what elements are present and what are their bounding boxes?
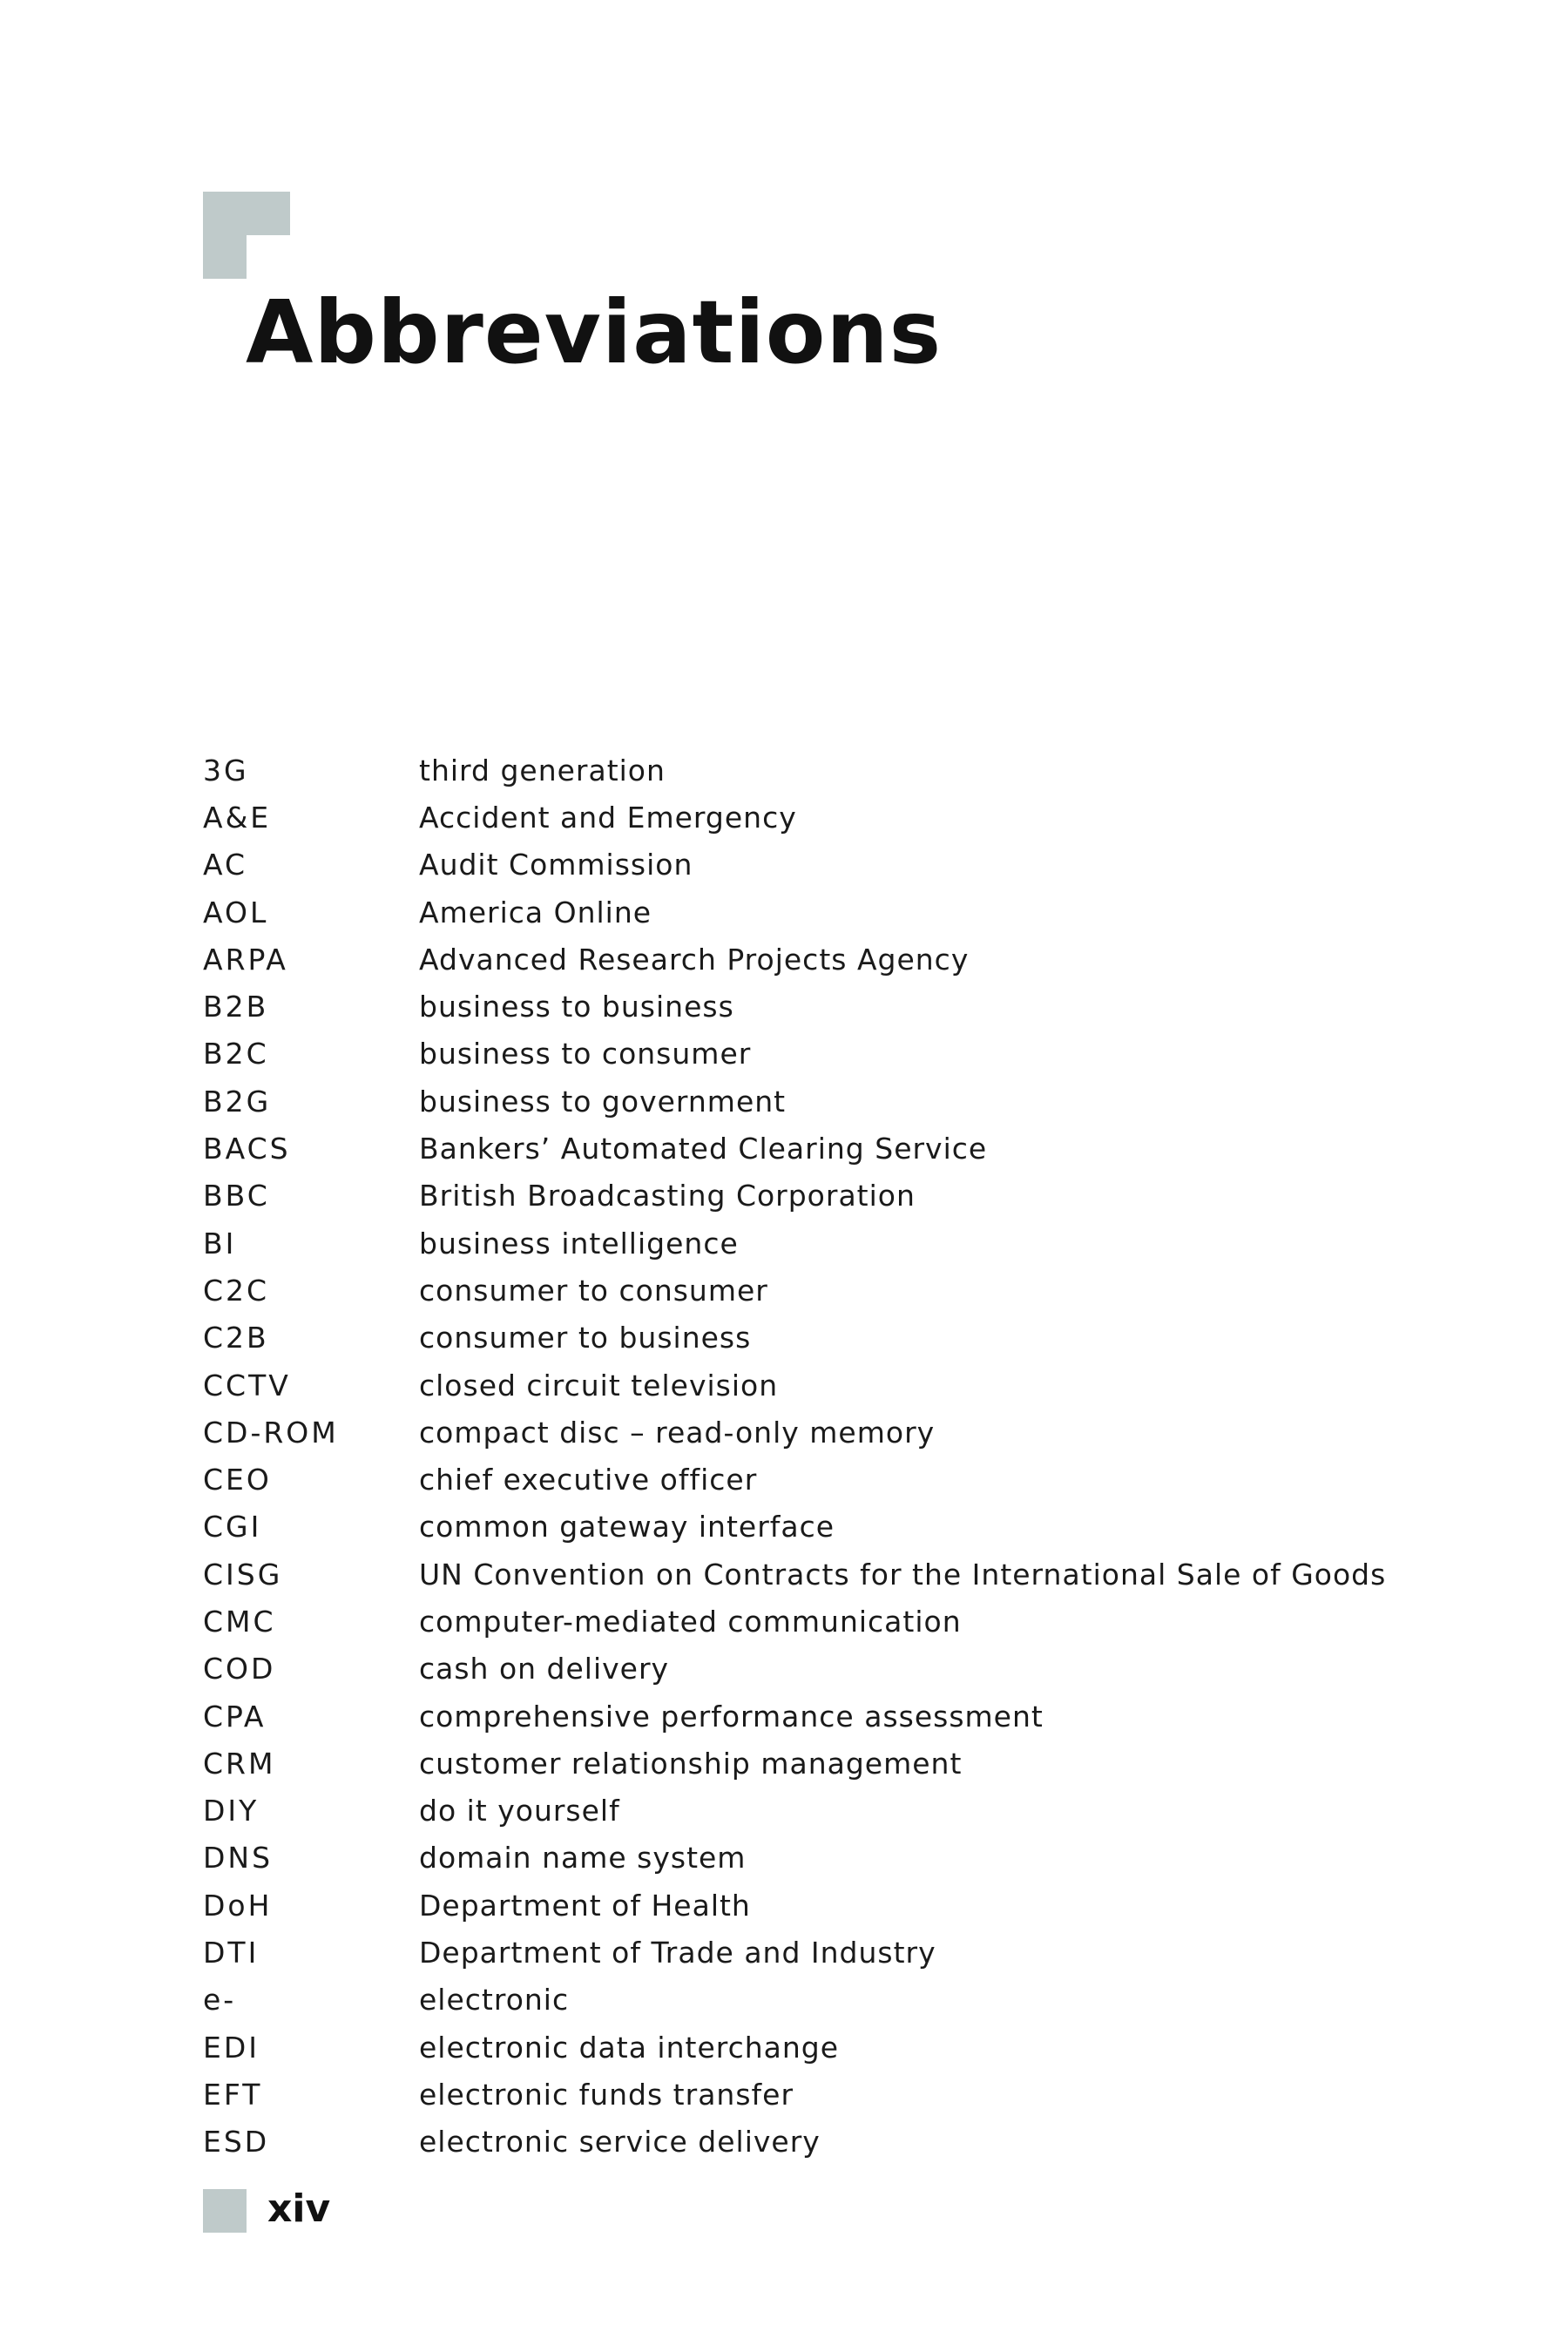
abbreviation-row: [203, 2071, 1423, 2118]
abbreviation-term: BACS: [203, 1132, 291, 1166]
abbreviation-term: CCTV: [203, 1368, 291, 1402]
abbreviation-definition: cash on delivery: [419, 1652, 670, 1686]
abbreviation-term: CISG: [203, 1557, 283, 1592]
abbreviation-term: CMC: [203, 1604, 276, 1639]
abbreviation-definition: British Broadcasting Corporation: [419, 1179, 916, 1213]
abbreviation-definition: business to consumer: [419, 1037, 752, 1071]
abbreviation-row: [203, 1456, 1423, 1503]
abbreviation-definition: electronic funds transfer: [419, 2077, 794, 2112]
abbreviation-row: [203, 983, 1423, 1030]
abbreviation-term: BI: [203, 1226, 237, 1260]
abbreviation-definition: America Online: [419, 895, 652, 929]
page-title: Abbreviations: [246, 281, 943, 383]
abbreviation-row: [203, 1929, 1423, 1976]
abbreviation-row: [203, 889, 1423, 936]
abbreviation-term: 3G: [203, 753, 249, 787]
abbreviation-term: e-: [203, 1983, 237, 2017]
abbreviation-row: [203, 1173, 1423, 1220]
abbreviation-term: DoH: [203, 1888, 273, 1923]
abbreviation-term: EDI: [203, 2030, 260, 2065]
abbreviation-term: CRM: [203, 1746, 276, 1781]
abbreviation-term: CPA: [203, 1699, 267, 1734]
abbreviation-term: DTI: [203, 1936, 260, 1970]
abbreviation-definition: closed circuit television: [419, 1368, 779, 1402]
abbreviation-row: [203, 1220, 1423, 1267]
abbreviation-row: [203, 1125, 1423, 1172]
abbreviation-term: CGI: [203, 1510, 262, 1544]
abbreviation-definition: domain name system: [419, 1841, 747, 1876]
abbreviation-definition: computer-mediated communication: [419, 1604, 962, 1639]
abbreviation-definition: business intelligence: [419, 1226, 739, 1260]
abbreviation-row: [203, 1409, 1423, 1456]
abbreviation-list: [203, 747, 1423, 2166]
abbreviation-row: [203, 1078, 1423, 1125]
abbreviation-row: [203, 2119, 1423, 2166]
abbreviation-row: [203, 1551, 1423, 1598]
abbreviation-definition: common gateway interface: [419, 1510, 835, 1544]
abbreviation-row: [203, 1646, 1423, 1693]
abbreviation-definition: Department of Trade and Industry: [419, 1936, 936, 1970]
abbreviation-definition: Accident and Emergency: [419, 800, 797, 835]
abbreviation-definition: consumer to consumer: [419, 1273, 768, 1308]
abbreviation-row: [203, 1598, 1423, 1645]
abbreviation-term: DNS: [203, 1841, 274, 1876]
corner-mark-decoration: [203, 192, 290, 279]
abbreviation-row: [203, 1740, 1423, 1787]
abbreviation-definition: Advanced Research Projects Agency: [419, 942, 970, 977]
abbreviation-term: DIY: [203, 1794, 260, 1828]
abbreviation-definition: business to government: [419, 1084, 787, 1119]
abbreviation-row: [203, 1977, 1423, 2024]
abbreviation-term: COD: [203, 1652, 276, 1686]
abbreviation-term: AC: [203, 848, 248, 882]
abbreviation-row: [203, 936, 1423, 983]
abbreviation-row: [203, 841, 1423, 889]
abbreviation-row: [203, 794, 1423, 841]
abbreviation-row: [203, 1267, 1423, 1314]
abbreviation-row: [203, 1315, 1423, 1362]
abbreviation-row: [203, 1362, 1423, 1409]
abbreviation-definition: electronic: [419, 1983, 570, 2017]
abbreviation-row: [203, 2024, 1423, 2071]
abbreviation-term: C2C: [203, 1273, 270, 1308]
abbreviation-definition: business to business: [419, 990, 734, 1024]
folio-mark-decoration: [203, 2189, 247, 2233]
abbreviation-definition: Department of Health: [419, 1888, 751, 1923]
abbreviation-term: ESD: [203, 2125, 270, 2159]
abbreviation-row: [203, 1504, 1423, 1551]
abbreviation-term: BBC: [203, 1179, 270, 1213]
abbreviation-term: C2B: [203, 1321, 269, 1355]
abbreviation-term: A&E: [203, 800, 272, 835]
abbreviation-row: [203, 1882, 1423, 1929]
abbreviation-definition: Bankers’ Automated Clearing Service: [419, 1132, 988, 1166]
abbreviation-term: CD-ROM: [203, 1415, 339, 1450]
abbreviation-definition: compact disc – read-only memory: [419, 1415, 936, 1450]
abbreviation-term: AOL: [203, 895, 269, 929]
abbreviation-definition: do it yourself: [419, 1794, 620, 1828]
abbreviation-term: B2B: [203, 990, 269, 1024]
abbreviation-row: [203, 1788, 1423, 1835]
abbreviation-definition: third generation: [419, 753, 666, 787]
abbreviation-definition: consumer to business: [419, 1321, 752, 1355]
abbreviation-term: B2C: [203, 1037, 269, 1071]
page-number: xiv: [267, 2186, 331, 2231]
abbreviation-row: [203, 1835, 1423, 1882]
abbreviation-term: B2G: [203, 1084, 272, 1119]
abbreviation-definition: comprehensive performance assessment: [419, 1699, 1044, 1734]
abbreviation-term: ARPA: [203, 942, 288, 977]
abbreviation-definition: customer relationship management: [419, 1746, 963, 1781]
abbreviation-definition: electronic data interchange: [419, 2030, 840, 2065]
abbreviation-term: CEO: [203, 1463, 272, 1497]
abbreviation-definition: chief executive officer: [419, 1463, 758, 1497]
abbreviation-definition: electronic service delivery: [419, 2125, 821, 2159]
abbreviation-row: [203, 1693, 1423, 1740]
abbreviation-definition: UN Convention on Contracts for the International Sale of Goods: [419, 1557, 1387, 1592]
abbreviation-row: [203, 1031, 1423, 1078]
abbreviation-term: EFT: [203, 2077, 263, 2112]
abbreviation-definition: Audit Commission: [419, 848, 693, 882]
abbreviation-row: [203, 747, 1423, 794]
